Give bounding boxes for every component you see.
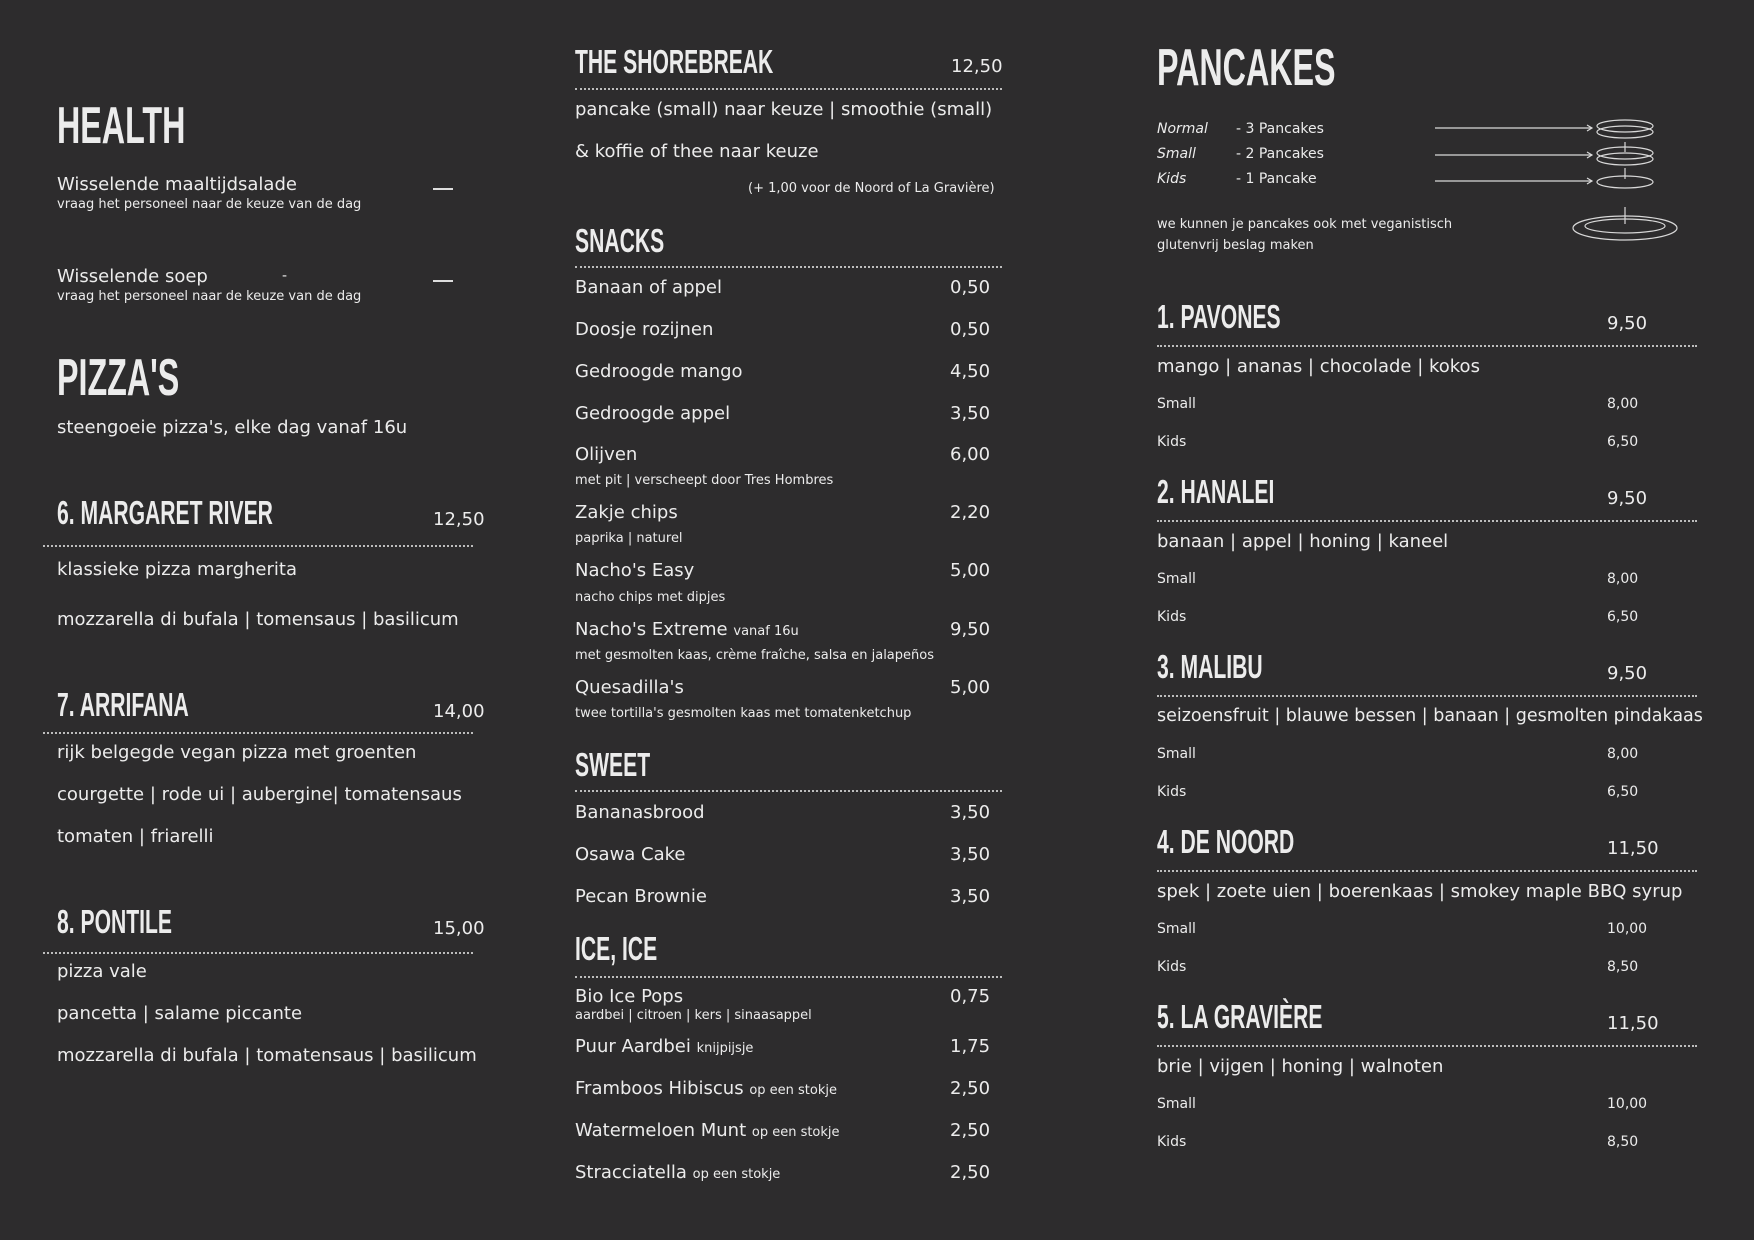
dotted-divider [43, 545, 473, 547]
kids-label: Kids [1157, 959, 1187, 975]
sweet-name: Osawa Cake [575, 844, 686, 865]
pancake-name: 3. MALIBU [1157, 648, 1263, 685]
small-price: 8,00 [1607, 396, 1639, 412]
pancake-stack-illustration [1432, 112, 1702, 247]
ice-suffix: knijpijsje [696, 1041, 754, 1056]
pancake-desc: mango | ananas | chocolade | kokos [1157, 356, 1480, 377]
small-price: 8,00 [1607, 571, 1639, 587]
snack-sub: nacho chips met dipjes [575, 590, 726, 605]
kids-price: 6,50 [1607, 609, 1639, 625]
sweet-price: 3,50 [950, 886, 991, 907]
small-label: Small [1157, 746, 1196, 762]
pancake-price: 9,50 [1607, 313, 1648, 334]
kids-label: Kids [1157, 1134, 1187, 1150]
pancakes-title: PANCAKES [1157, 39, 1336, 97]
dotted-divider [1157, 345, 1697, 347]
snack-name-row [575, 619, 799, 640]
pancake-name: 1. PAVONES [1157, 298, 1281, 335]
shorebreak-line: pancake (small) naar keuze | smoothie (small) [575, 99, 993, 120]
small-price: 8,00 [1607, 746, 1639, 762]
kids-price: 8,50 [1607, 1134, 1639, 1150]
dotted-divider [43, 952, 473, 954]
price-dash [433, 188, 453, 190]
sweet-name: Pecan Brownie [575, 886, 707, 907]
ice-suffix: op een stokje [751, 1125, 840, 1140]
snack-name: Gedroogde mango [575, 361, 743, 382]
shorebreak-title: THE SHOREBREAK [575, 43, 774, 80]
snack-name: Doosje rozijnen [575, 319, 714, 340]
ice-name: Puur Aardbei [575, 1036, 691, 1057]
size-label: Normal [1157, 121, 1208, 137]
sweet-title: SWEET [575, 746, 651, 783]
snack-name: Nacho's Extreme [575, 619, 728, 640]
sweet-price: 3,50 [950, 844, 991, 865]
pancake-name: 2. HANALEI [1157, 473, 1275, 510]
pizza-price: 12,50 [433, 509, 485, 530]
pancake-desc: seizoensfruit | blauwe bessen | banaan | gesmolten pindakaas [1157, 706, 1703, 726]
kids-price: 8,50 [1607, 959, 1639, 975]
size-count: - 2 Pancakes [1236, 146, 1324, 162]
price-dash [433, 280, 453, 282]
kids-price: 6,50 [1607, 784, 1639, 800]
snack-name: Gedroogde appel [575, 403, 731, 424]
size-label: Kids [1157, 171, 1187, 187]
small-price: 10,00 [1607, 921, 1648, 937]
snack-sub: met gesmolten kaas, crème fraîche, salsa en jalapeños [575, 648, 934, 663]
pizza-line: rijk belgegde vegan pizza met groenten [57, 742, 417, 763]
pancake-desc: spek | zoete uien | boerenkaas | smokey maple BBQ syrup [1157, 881, 1683, 902]
snack-price: 3,50 [950, 403, 991, 424]
ice-name-row [575, 1162, 780, 1183]
menu-item-desc: vraag het personeel naar de keuze van de dag [57, 289, 362, 304]
menu-item-name: Wisselende maaltijdsalade [57, 174, 297, 195]
kids-label: Kids [1157, 609, 1187, 625]
kids-price: 6,50 [1607, 434, 1639, 450]
snack-price: 6,00 [950, 444, 991, 465]
dotted-divider [43, 732, 473, 734]
kids-label: Kids [1157, 434, 1187, 450]
dotted-divider [575, 88, 1002, 90]
ice-price: 2,50 [950, 1162, 991, 1183]
pizza-line: mozzarella di bufala | tomatensaus | basilicum [57, 1045, 477, 1066]
snack-sub: twee tortilla's gesmolten kaas met tomatenketchup [575, 706, 912, 721]
snack-sub: met pit | verscheept door Tres Hombres [575, 473, 834, 488]
dotted-divider [575, 790, 1002, 792]
ice-name: Framboos Hibiscus [575, 1078, 744, 1099]
vegan-note: we kunnen je pancakes ook met veganistisch [1157, 217, 1453, 232]
pizza-name: 8. PONTILE [57, 903, 173, 940]
pancake-price: 9,50 [1607, 488, 1648, 509]
pancake-name: 4. DE NOORD [1157, 823, 1295, 860]
dotted-divider [1157, 1045, 1697, 1047]
small-price: 10,00 [1607, 1096, 1648, 1112]
shorebreak-line: & koffie of thee naar keuze [575, 141, 819, 162]
snack-name: Zakje chips [575, 502, 678, 523]
ice-sub: aardbei | citroen | kers | sinaasappel [575, 1008, 812, 1023]
pizza-name: 7. ARRIFANA [57, 686, 189, 723]
ice-name: Stracciatella [575, 1162, 687, 1183]
dotted-divider [1157, 520, 1697, 522]
vegan-note: glutenvrij beslag maken [1157, 238, 1314, 253]
pancake-name: 5. LA GRAVIÈRE [1157, 998, 1323, 1035]
pancake-desc: banaan | appel | honing | kaneel [1157, 531, 1449, 552]
snack-name: Nacho's Easy [575, 560, 695, 581]
ice-price: 2,50 [950, 1120, 991, 1141]
ice-price: 0,75 [950, 986, 991, 1007]
ice-name: Watermeloen Munt [575, 1120, 747, 1141]
dotted-divider [575, 266, 1002, 268]
snack-name: Quesadilla's [575, 677, 684, 698]
sweet-price: 3,50 [950, 802, 991, 823]
snack-price: 5,00 [950, 560, 991, 581]
pizzas-subtitle: steengoeie pizza's, elke dag vanaf 16u [57, 417, 408, 438]
ice-name: Bio Ice Pops [575, 986, 684, 1007]
sweet-name: Bananasbrood [575, 802, 705, 823]
size-count: - 3 Pancakes [1236, 121, 1324, 137]
small-label: Small [1157, 1096, 1196, 1112]
shorebreak-note: (+ 1,00 voor de Noord of La Gravière) [748, 181, 995, 196]
pizza-line: courgette | rode ui | aubergine| tomatensaus [57, 784, 462, 805]
shorebreak-price: 12,50 [951, 56, 1003, 77]
snack-sub: paprika | naturel [575, 531, 683, 546]
pancake-price: 9,50 [1607, 663, 1648, 684]
ice-price: 1,75 [950, 1036, 991, 1057]
size-count: - 1 Pancake [1236, 171, 1317, 187]
menu-item-desc: vraag het personeel naar de keuze van de dag [57, 197, 362, 212]
snack-price: 2,20 [950, 502, 991, 523]
menu-item-name: Wisselende soep [57, 266, 208, 287]
pizza-price: 15,00 [433, 918, 485, 939]
small-label: Small [1157, 396, 1196, 412]
small-label: Small [1157, 921, 1196, 937]
snacks-title: SNACKS [575, 222, 665, 259]
pancake-price: 11,50 [1607, 838, 1659, 859]
health-title: HEALTH [57, 97, 186, 155]
dotted-divider [1157, 870, 1697, 872]
pizza-line: pancetta | salame piccante [57, 1003, 303, 1024]
size-label: Small [1157, 146, 1196, 162]
dotted-divider [575, 976, 1002, 978]
ice-name-row [575, 1078, 837, 1099]
pizza-line: tomaten | friarelli [57, 826, 214, 847]
snack-name: Olijven [575, 444, 638, 465]
snack-suffix: vanaf 16u [733, 624, 799, 639]
ice-title: ICE, ICE [575, 930, 658, 967]
snack-name: Banaan of appel [575, 277, 723, 298]
dotted-divider [1157, 695, 1697, 697]
pizzas-title: PIZZA'S [57, 349, 180, 407]
ice-name-row [575, 1120, 840, 1141]
pizza-line: klassieke pizza margherita [57, 559, 297, 580]
pizza-line: mozzarella di bufala | tomensaus | basilicum [57, 609, 459, 630]
snack-price: 4,50 [950, 361, 991, 382]
ice-suffix: op een stokje [749, 1083, 837, 1098]
item-mark: - [282, 268, 288, 284]
pancake-desc: brie | vijgen | honing | walnoten [1157, 1056, 1444, 1077]
snack-price: 9,50 [950, 619, 991, 640]
ice-name-row [575, 1036, 753, 1057]
small-label: Small [1157, 571, 1196, 587]
snack-price: 5,00 [950, 677, 991, 698]
pizza-line: pizza vale [57, 961, 147, 982]
snack-price: 0,50 [950, 277, 991, 298]
pancake-price: 11,50 [1607, 1013, 1659, 1034]
pizza-price: 14,00 [433, 701, 485, 722]
pizza-name: 6. MARGARET RIVER [57, 494, 273, 531]
snack-price: 0,50 [950, 319, 991, 340]
ice-suffix: op een stokje [692, 1167, 781, 1182]
ice-price: 2,50 [950, 1078, 991, 1099]
kids-label: Kids [1157, 784, 1187, 800]
